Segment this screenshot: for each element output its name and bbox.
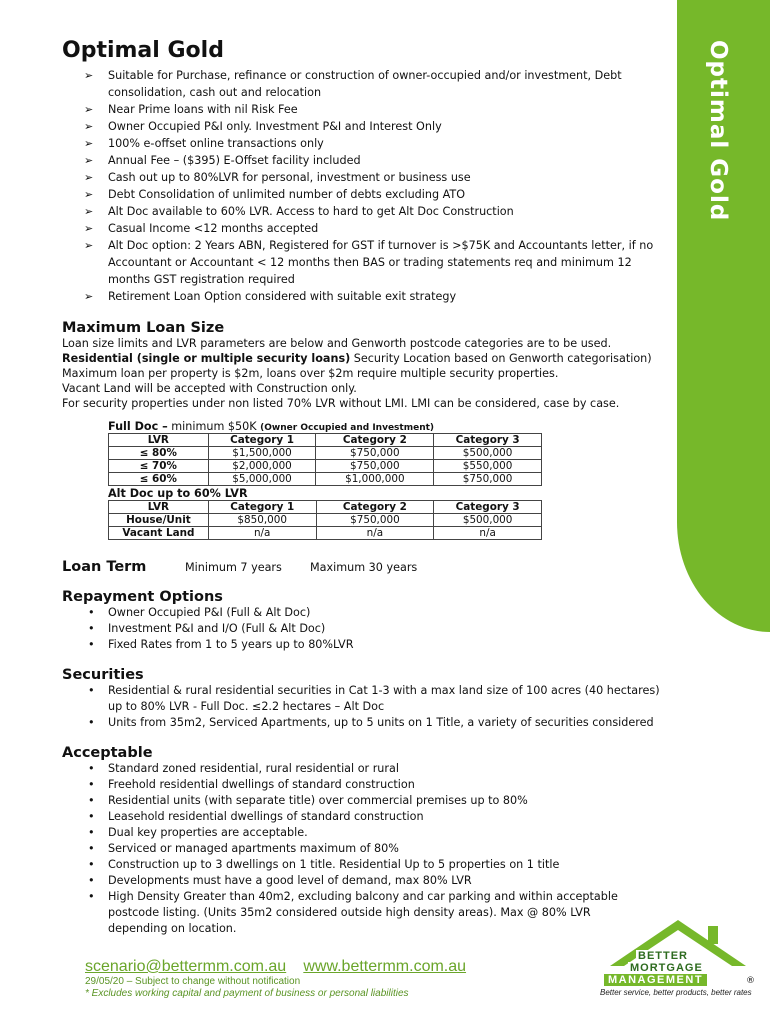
footer-note-exclusion: * Excludes working capital and payment of business or personal liabilities — [85, 988, 409, 999]
full-doc-label-bold: Full Doc – — [108, 420, 168, 433]
acceptable-item: • Residential units (with separate title) over commercial premises up to 80% — [62, 793, 622, 809]
table-cell: $750,000 — [316, 514, 434, 527]
feature-item: ➢ Suitable for Purchase, refinance or construction of owner-occupied and/or investment, Debt consolidation, cash out and relocation — [62, 67, 672, 101]
table-cell: ≤ 60% — [109, 473, 209, 486]
table-header-cell: LVR — [109, 501, 209, 514]
table-header-cell: Category 3 — [434, 501, 542, 514]
max-loan-line2-bold: Residential (single or multiple security loans) — [62, 352, 351, 365]
max-loan-line3: Maximum loan per property is $2m, loans over $2m require multiple security properties. — [62, 367, 559, 380]
side-tab-title: Optimal Gold — [705, 40, 731, 222]
logo-registered-mark: ® — [746, 976, 755, 986]
repayment-list — [62, 605, 672, 653]
acceptable-item: • High Density Greater than 40m2, excluding balcony and car parking and within acceptable postcode listing. (Units 35m2 considered outside high density areas). Max @ 80% LVR depending on location. — [62, 889, 622, 937]
table-header-cell: Category 3 — [434, 434, 542, 447]
max-loan-line4: Vacant Land will be accepted with Construction only. — [62, 382, 357, 395]
feature-item: ➢ Alt Doc option: 2 Years ABN, Registered for GST if turnover is >$75K and Accountants letter, if no Accountant or Accountant < 12 months then BAS or trading statements req and minimum 12 months GST registration required — [62, 237, 672, 288]
email-link[interactable]: scenario@bettermm.com.au — [85, 958, 287, 975]
feature-item: ➢ Owner Occupied P&I only. Investment P&I and Interest Only — [62, 118, 672, 135]
table-cell: House/Unit — [109, 514, 209, 527]
table-cell: $2,000,000 — [208, 460, 316, 473]
company-logo — [598, 918, 758, 1000]
table-cell: $750,000 — [434, 473, 542, 486]
website-link[interactable]: www.bettermm.com.au — [303, 958, 467, 975]
securities-heading: Securities — [62, 667, 144, 683]
table-header-cell: LVR — [109, 434, 209, 447]
full-doc-label-small: (Owner Occupied and Investment) — [260, 423, 435, 433]
table-row — [109, 514, 542, 527]
table-cell: Vacant Land — [109, 527, 209, 540]
acceptable-item: • Leasehold residential dwellings of standard construction — [62, 809, 622, 825]
table-cell: $5,000,000 — [208, 473, 316, 486]
table-header-cell: Category 1 — [208, 501, 316, 514]
table-header-cell: Category 2 — [316, 434, 434, 447]
securities-list — [62, 683, 672, 731]
table-cell: n/a — [316, 527, 434, 540]
feature-item: ➢ Near Prime loans with nil Risk Fee — [62, 101, 672, 118]
alt-doc-label: Alt Doc up to 60% LVR — [108, 487, 248, 500]
table-cell: $550,000 — [434, 460, 542, 473]
loan-term-heading: Loan Term — [62, 559, 147, 575]
max-loan-line2-rest: Security Location based on Genworth categorisation) — [350, 352, 652, 365]
loan-tables — [108, 420, 672, 540]
table-cell: n/a — [434, 527, 542, 540]
acceptable-item: • Developments must have a good level of demand, max 80% LVR — [62, 873, 622, 889]
feature-item: ➢ Alt Doc available to 60% LVR. Access to hard to get Alt Doc Construction — [62, 203, 672, 220]
feature-item: ➢ 100% e-offset online transactions only — [62, 135, 672, 152]
footer — [85, 958, 466, 1000]
table-cell: $1,500,000 — [208, 447, 316, 460]
full-doc-label-rest: minimum $50K — [167, 420, 261, 433]
max-loan-line2 — [62, 351, 672, 366]
max-loan-line1: Loan size limits and LVR parameters are below and Genworth postcode categories are to be used. — [62, 337, 612, 350]
acceptable-item: • Construction up to 3 dwellings on 1 title. Residential Up to 5 properties on 1 title — [62, 857, 622, 873]
table-cell: n/a — [208, 527, 316, 540]
acceptable-heading: Acceptable — [62, 745, 153, 761]
table-cell: $750,000 — [316, 460, 434, 473]
table-cell: $850,000 — [208, 514, 316, 527]
table-row — [109, 460, 542, 473]
features-list — [62, 67, 672, 305]
main-content — [62, 38, 672, 937]
feature-item: ➢ Debt Consolidation of unlimited number of debts excluding ATO — [62, 186, 672, 203]
table-cell: $1,000,000 — [316, 473, 434, 486]
alt-doc-table — [108, 500, 542, 540]
loan-term-min: Minimum 7 years — [185, 561, 282, 574]
feature-item: ➢ Cash out up to 80%LVR for personal, investment or business use — [62, 169, 672, 186]
logo-word-management: MANAGEMENT — [604, 974, 707, 986]
table-row — [109, 447, 542, 460]
logo-word-mortgage: MORTGAGE — [630, 962, 703, 974]
feature-item: ➢ Annual Fee – ($395) E-Offset facility included — [62, 152, 672, 169]
table-cell: $500,000 — [434, 447, 542, 460]
table-row — [109, 527, 542, 540]
table-row — [109, 473, 542, 486]
repayment-item: • Investment P&I and I/O (Full & Alt Doc) — [62, 621, 672, 637]
full-doc-table — [108, 433, 542, 486]
max-loan-heading: Maximum Loan Size — [62, 320, 225, 336]
logo-tagline: Better service, better products, better rates — [600, 988, 752, 997]
securities-item: • Residential & rural residential securities in Cat 1-3 with a max land size of 100 acres (40 hectares) up to 80% LVR - Full Doc. ≤2.2 hectares – Alt Doc — [62, 683, 672, 715]
logo-word-better: BETTER — [638, 950, 688, 962]
acceptable-item: • Dual key properties are acceptable. — [62, 825, 622, 841]
full-doc-label — [108, 420, 672, 433]
feature-item: ➢ Retirement Loan Option considered with suitable exit strategy — [62, 288, 672, 305]
loan-term-max: Maximum 30 years — [310, 561, 418, 574]
acceptable-item: • Standard zoned residential, rural residential or rural — [62, 761, 622, 777]
side-tab — [677, 0, 770, 632]
repayment-item: • Fixed Rates from 1 to 5 years up to 80%LVR — [62, 637, 672, 653]
table-header-cell: Category 2 — [316, 501, 434, 514]
table-header-row — [109, 501, 542, 514]
table-cell: $750,000 — [316, 447, 434, 460]
acceptable-list — [62, 761, 622, 937]
footer-note-date: 29/05/20 – Subject to change without notification — [85, 976, 301, 987]
repayment-item: • Owner Occupied P&I (Full & Alt Doc) — [62, 605, 672, 621]
max-loan-text — [62, 336, 672, 411]
table-cell: $500,000 — [434, 514, 542, 527]
loan-term-row — [62, 559, 672, 575]
max-loan-line5: For security properties under non listed 70% LVR without LMI. LMI can be considered, case by case. — [62, 397, 620, 410]
table-header-row — [109, 434, 542, 447]
table-cell: ≤ 70% — [109, 460, 209, 473]
acceptable-item: • Freehold residential dwellings of standard construction — [62, 777, 622, 793]
acceptable-item: • Serviced or managed apartments maximum of 80% — [62, 841, 622, 857]
repayment-heading: Repayment Options — [62, 589, 223, 605]
table-header-cell: Category 1 — [208, 434, 316, 447]
feature-item: ➢ Casual Income <12 months accepted — [62, 220, 672, 237]
table-cell: ≤ 80% — [109, 447, 209, 460]
page-title: Optimal Gold — [62, 38, 224, 63]
securities-item: • Units from 35m2, Serviced Apartments, up to 5 units on 1 Title, a variety of securities considered — [62, 715, 672, 731]
